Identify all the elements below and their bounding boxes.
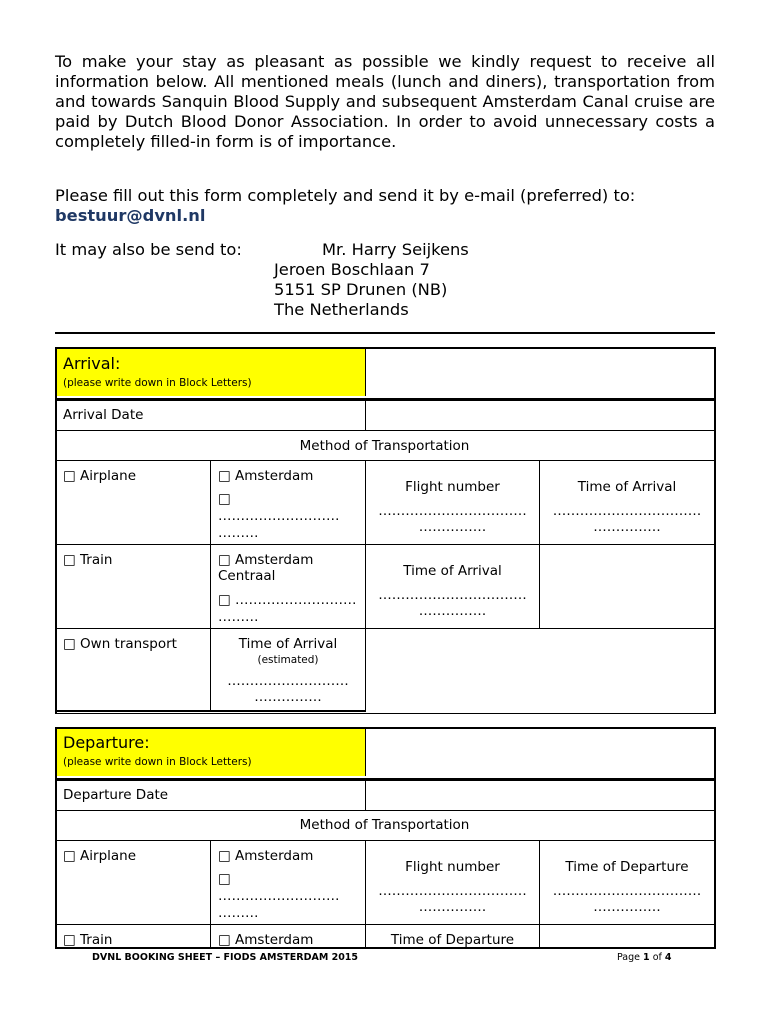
departure-amsterdam-option-2[interactable]: □ Amsterdam [218, 932, 314, 948]
arrival-title: Arrival: [63, 354, 121, 373]
page-word: Page [617, 952, 640, 963]
departure-name-field[interactable] [366, 729, 712, 776]
page-total: 4 [664, 952, 672, 963]
departure-amsterdam-option[interactable]: □ Amsterdam [218, 848, 314, 864]
arrival-name-field[interactable] [366, 349, 712, 396]
departure-date-field[interactable] [366, 781, 712, 810]
of-word: of [652, 952, 662, 963]
departure-time-label: Time of Departure [565, 859, 689, 875]
arrival-train-time-field[interactable]: …………………………… [378, 587, 527, 603]
arrival-own-transport-option[interactable]: □ Own transport [63, 636, 177, 652]
departure-time-field-2[interactable]: …………… [593, 899, 661, 915]
arrival-flight-number-label: Flight number [405, 479, 500, 495]
arrival-amsterdam-centraal-label: Centraal [218, 568, 276, 584]
arrival-train-option[interactable]: □ Train [63, 552, 113, 568]
address-country: The Netherlands [274, 300, 409, 319]
departure-title: Departure: [63, 733, 150, 752]
arrival-train-time-field-2[interactable]: …………… [418, 603, 487, 619]
arrival-amsterdam-option[interactable]: □ Amsterdam [218, 468, 314, 484]
address-city: 5151 SP Drunen (NB) [274, 280, 448, 299]
arrival-other-airport-dots-2[interactable]: ……… [218, 525, 259, 541]
departure-airplane-option[interactable]: □ Airplane [63, 848, 137, 864]
arrival-own-time-label: Time of Arrival [238, 636, 338, 652]
send-text: Please fill out this form completely and send it by e-mail (preferred) to: [55, 186, 636, 205]
departure-flight-number-field[interactable]: …………………………… [378, 883, 527, 899]
departure-train-time-label: Time of Departure [390, 932, 515, 948]
arrival-date-label: Arrival Date [63, 407, 144, 423]
arrival-subtitle: (please write down in Block Letters) [63, 377, 252, 389]
arrival-airplane-option[interactable]: □ Airplane [63, 468, 137, 484]
departure-method-label: Method of Transportation [299, 817, 470, 833]
address-street: Jeroen Boschlaan 7 [274, 260, 430, 279]
email-link[interactable]: bestuur@dvnl.nl [55, 206, 206, 225]
departure-title-cell [63, 735, 252, 770]
departure-subtitle: (please write down in Block Letters) [63, 756, 252, 768]
arrival-flight-number-field[interactable]: …………………………… [378, 503, 527, 519]
departure-other-airport-dots-2[interactable]: ……… [218, 905, 259, 921]
page-current: 1 [643, 952, 650, 963]
departure-other-airport-dots[interactable]: ……………………… [218, 888, 340, 904]
footer-title: DVNL BOOKING SHEET – FIODS AMSTERDAM 2015 [92, 952, 359, 963]
section-divider [55, 332, 715, 334]
departure-flight-number-field-2[interactable]: …………… [418, 899, 487, 915]
arrival-own-time-field-2[interactable]: …………… [254, 689, 322, 705]
arrival-flight-number-field-2[interactable]: …………… [418, 519, 487, 535]
arrival-train-time-label: Time of Arrival [403, 563, 502, 579]
arrival-title-cell [63, 356, 252, 391]
departure-time-field[interactable]: …………………………… [552, 883, 702, 899]
send-instructions [55, 186, 715, 226]
address-intro: It may also be send to: [55, 240, 242, 259]
arrival-date-field[interactable] [366, 401, 712, 430]
departure-train-option[interactable]: □ Train [63, 932, 113, 948]
arrival-time-field-2[interactable]: …………… [593, 519, 661, 535]
arrival-method-label: Method of Transportation [299, 438, 470, 454]
departure-other-airport-checkbox[interactable]: □ [218, 871, 231, 887]
arrival-other-airport-checkbox[interactable]: □ [218, 491, 231, 507]
arrival-own-estimated: (estimated) [257, 654, 319, 666]
arrival-time-field[interactable]: …………………………… [552, 503, 702, 519]
arrival-amsterdam-centraal-option[interactable]: □ Amsterdam [218, 552, 314, 568]
intro-paragraph: To make your stay as pleasant as possible we kindly request to receive all information below. All mentioned meals (lunch and diners), transportation from and towards Sanquin Blood Supply and subsequent Amsterdam Canal cruise are paid by Dutch Blood Donor Association. In order to avoid unnecessary costs a completely filled-in form is of importance. [55, 52, 715, 151]
arrival-other-station-field[interactable]: □ ……………………… [218, 592, 357, 608]
arrival-other-station-field-2[interactable]: ……… [218, 609, 259, 625]
arrival-time-label: Time of Arrival [577, 479, 677, 495]
departure-date-label: Departure Date [63, 787, 169, 803]
page-number [617, 952, 672, 963]
arrival-other-airport-dots[interactable]: ……………………… [218, 508, 340, 524]
arrival-own-time-field[interactable]: ……………………… [227, 673, 349, 689]
address-name: Mr. Harry Seijkens [322, 240, 469, 259]
departure-flight-number-label: Flight number [405, 859, 500, 875]
